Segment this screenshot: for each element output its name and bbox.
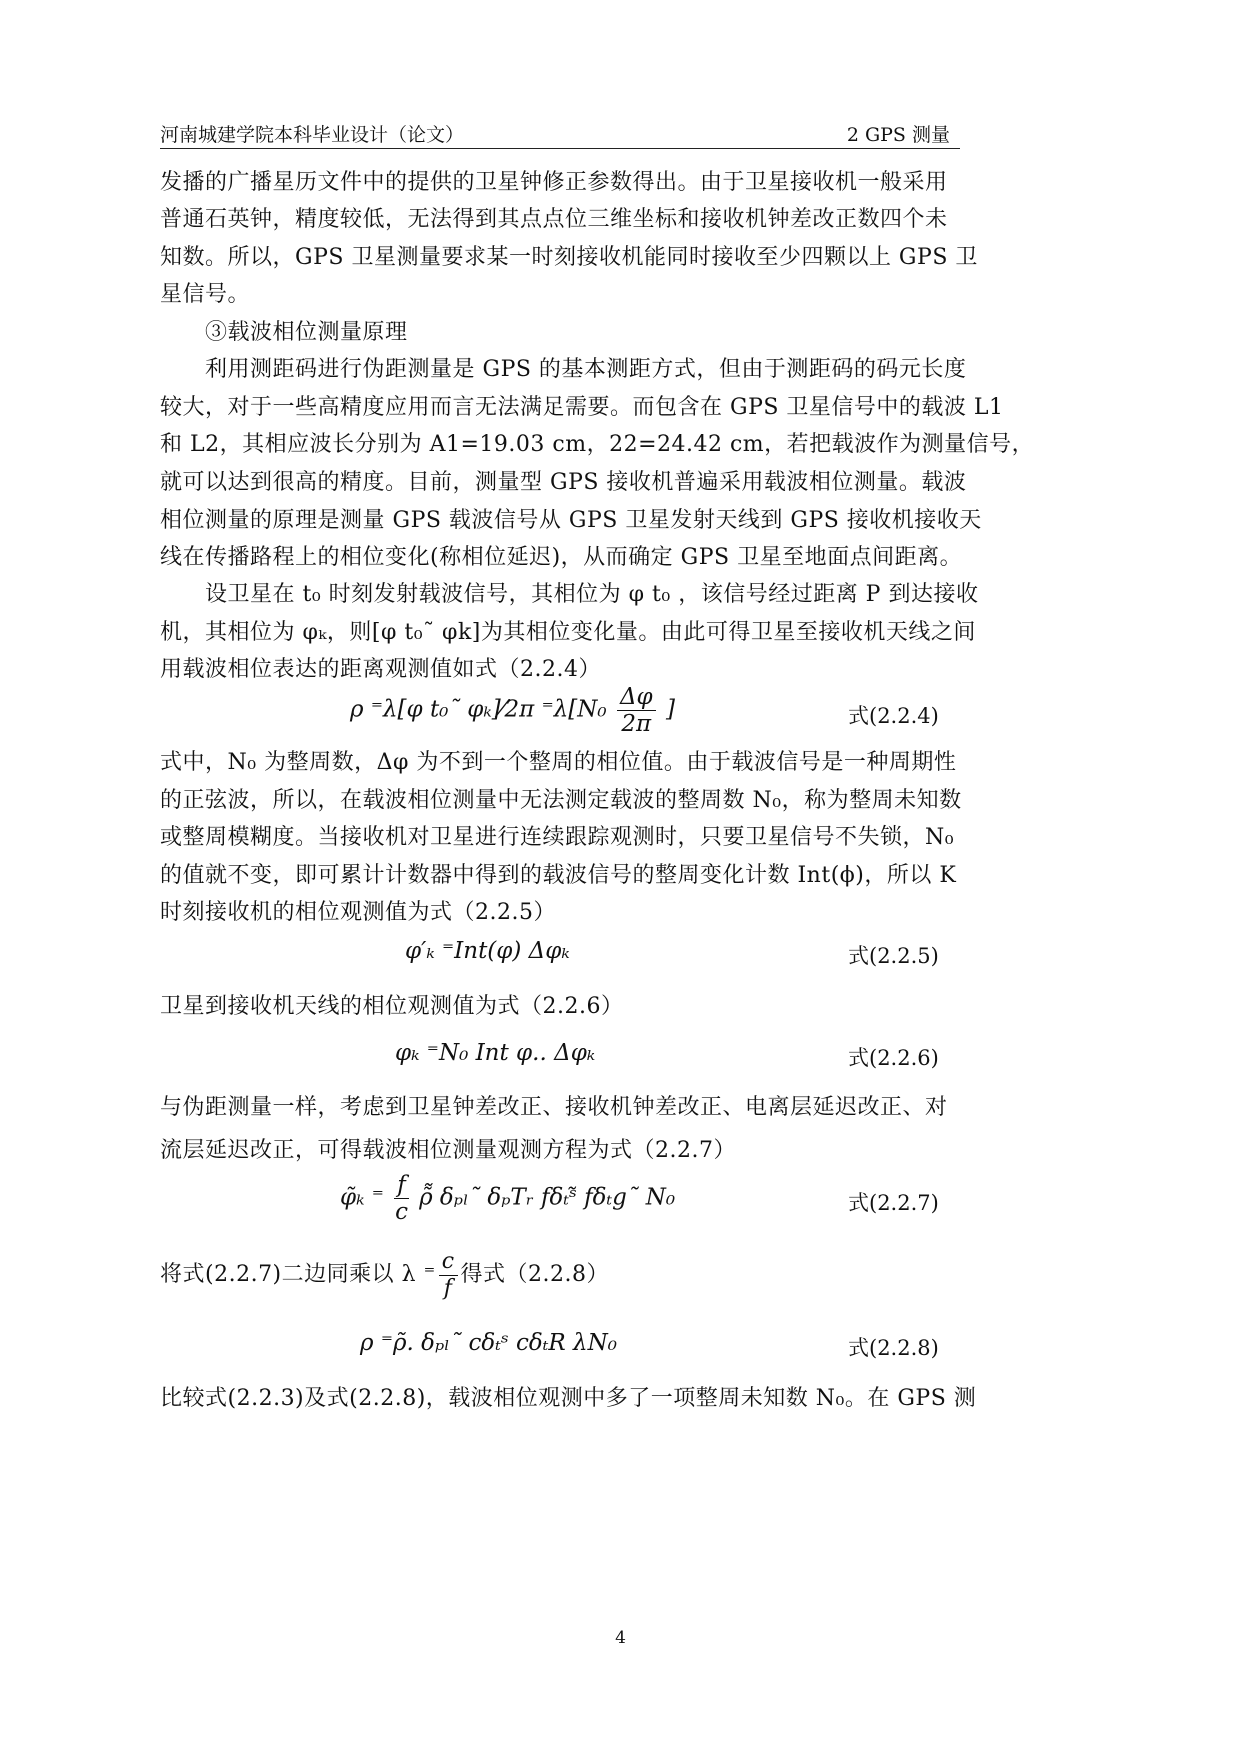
equation-label: 式(2.2.5) — [848, 944, 939, 968]
text-line: 式中，N₀ 为整周数，Δφ 为不到一个整周的相位值。由于载波信号是一种周期性 — [160, 750, 957, 775]
text-line: 与伪距测量一样，考虑到卫星钟差改正、接收机钟差改正、电离层延迟改正、对 — [160, 1095, 948, 1120]
text-line: 普通石英钟，精度较低，无法得到其点点位三维坐标和接收机钟差改正数四个未 — [160, 207, 948, 232]
equation-2-2-7: φ̃ₖ ⁼ $\frac{f}{c}$ ρ̃̃ δₚₗ˜ δₚTᵣ fδₜˢ̃ fδₜg˜ N₀ — [340, 1172, 676, 1225]
equation-2-2-6: φₖ ⁼N₀ Int φ.. Δφₖ — [395, 1040, 596, 1066]
header-institution: 河南城建学院本科毕业设计（论文） — [160, 124, 465, 146]
text-line: 用载波相位表达的距离观测值如式（2.2.4） — [160, 657, 601, 682]
section-title: ③载波相位测量原理 — [205, 320, 408, 345]
equation-label: 式(2.2.4) — [848, 704, 939, 728]
page-number: 4 — [615, 1628, 626, 1648]
text-line: 机，其相位为 φₖ，则[φ t₀˜ φk]为其相位变化量。由此可得卫星至接收机天线之间 — [160, 620, 976, 645]
text-line: 的值就不变，即可累计计数器中得到的载波信号的整周变化计数 Int(ϕ)，所以 K — [160, 863, 957, 888]
text-line: 较大，对于一些高精度应用而言无法满足需要。而包含在 GPS 卫星信号中的载波 L1 — [160, 395, 1004, 420]
text-line: 将式(2.2.7)二边同乘以 λ ⁼ $\frac{c}{f}$ 得式（2.2.8） — [160, 1248, 609, 1301]
text-line: 卫星到接收机天线的相位观测值为式（2.2.6） — [160, 994, 624, 1019]
text-line: 星信号。 — [160, 282, 251, 307]
text-line: 和 L2，其相应波长分别为 A1=19.03 cm，22=24.42 cm，若把载波作为测量信号， — [160, 432, 1035, 457]
text-line: 相位测量的原理是测量 GPS 载波信号从 GPS 卫星发射天线到 GPS 接收机接收天 — [160, 508, 982, 533]
text-line: 就可以达到很高的精度。目前，测量型 GPS 接收机普遍采用载波相位测量。载波 — [160, 470, 967, 495]
text-line: 或整周模糊度。当接收机对卫星进行连续跟踪观测时，只要卫星信号不失锁，N₀ — [160, 825, 955, 850]
equation-2-2-5: φ′ₖ ⁼Int(φ) Δφₖ — [405, 938, 570, 964]
text-line: 发播的广播星历文件中的提供的卫星钟修正参数得出。由于卫星接收机一般采用 — [160, 170, 948, 195]
text-line: 利用测距码进行伪距测量是 GPS 的基本测距方式，但由于测距码的码元长度 — [205, 357, 967, 382]
text-line: 设卫星在 t₀ 时刻发射载波信号，其相位为 φ t₀ ，该信号经过距离 P 到达接收 — [205, 582, 979, 607]
text-line: 线在传播路程上的相位变化(称相位延迟)，从而确定 GPS 卫星至地面点间距离。 — [160, 545, 963, 570]
equation-2-2-4: ρ ⁼λ[φ t₀˜ φₖ]⁄2π ⁼λ[N₀ $\frac{\Delta\varphi}{2\pi}$ ] — [350, 684, 675, 737]
page-header — [160, 118, 960, 149]
equation-label: 式(2.2.7) — [848, 1191, 939, 1215]
text-line: 时刻接收机的相位观测值为式（2.2.5） — [160, 900, 556, 925]
text-line: 比较式(2.2.3)及式(2.2.8)，载波相位观测中多了一项整周未知数 N₀。在 GPS 测 — [160, 1386, 977, 1411]
equation-label: 式(2.2.8) — [848, 1336, 939, 1360]
text-line: 的正弦波，所以，在载波相位测量中无法测定载波的整周数 N₀，称为整周未知数 — [160, 788, 962, 813]
text-line: 知数。所以，GPS 卫星测量要求某一时刻接收机能同时接收至少四颗以上 GPS 卫 — [160, 245, 978, 270]
header-chapter: 2 GPS 测量 — [846, 124, 950, 146]
equation-label: 式(2.2.6) — [848, 1046, 939, 1070]
equation-2-2-8: ρ ⁼ρ̃. δₚₗ˜ cδₜˢ cδₜR λN₀ — [360, 1330, 617, 1356]
text-line: 流层延迟改正，可得载波相位测量观测方程为式（2.2.7） — [160, 1138, 736, 1163]
